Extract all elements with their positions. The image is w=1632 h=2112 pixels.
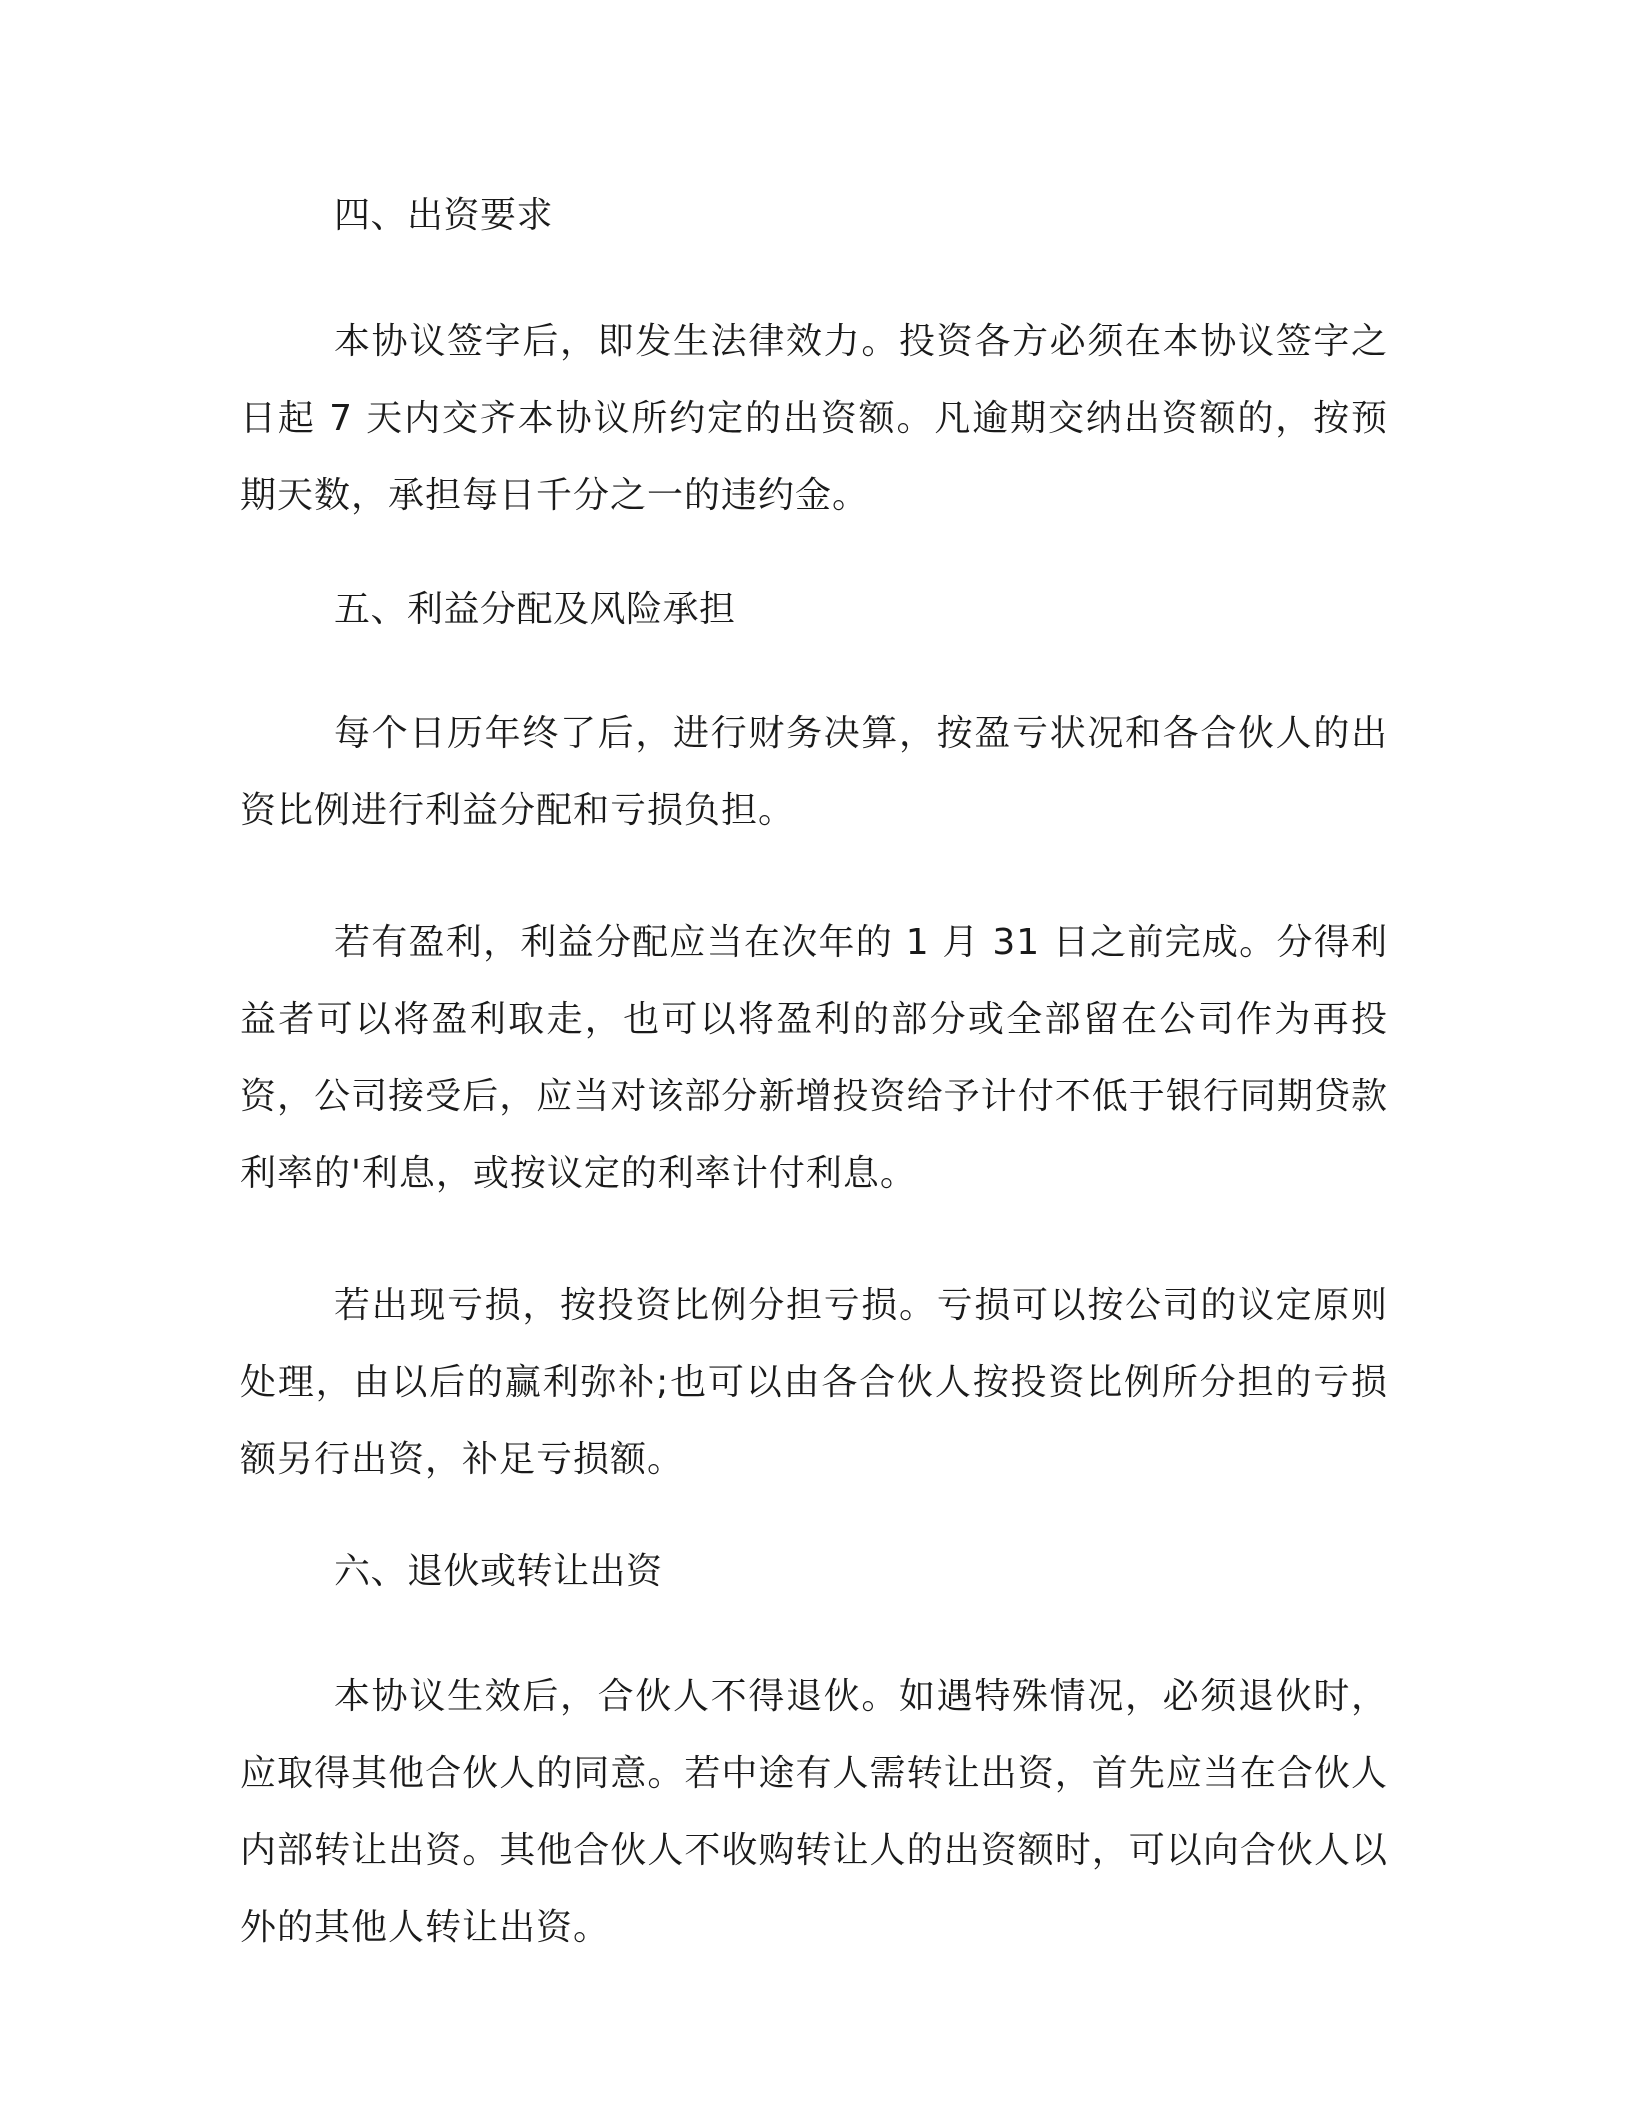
section-5-paragraph-1: 每个日历年终了后，进行财务决算，按盈亏状况和各合伙人的出资比例进行利益分配和亏损负担。 xyxy=(240,713,1388,831)
section-4-paragraph-1: 本协议签字后，即发生法律效力。投资各方必须在本协议签字之日起 7 天内交齐本协议所约定的出资额。凡逾期交纳出资额的，按预期天数，承担每日千分之一的违约金。 xyxy=(240,321,1388,516)
section-5-paragraph-2: 若有盈利，利益分配应当在次年的 1 月 31 日之前完成。分得利益者可以将盈利取走，也可以将盈利的部分或全部留在公司作为再投资，公司接受后，应当对该部分新增投资给予计付不低于银行同期贷款利率的'利息，或按议定的利率计付利息。 xyxy=(240,922,1388,1194)
section-6-heading: 六、退伙或转让出资 xyxy=(334,1551,663,1592)
document-body xyxy=(240,186,1388,1966)
section-4-heading: 四、出资要求 xyxy=(334,195,554,236)
section-6-paragraph-1: 本协议生效后，合伙人不得退伙。如遇特殊情况，必须退伙时，应取得其他合伙人的同意。若中途有人需转让出资，首先应当在合伙人内部转让出资。其他合伙人不收购转让人的出资额时，可以向合伙人以外的其他人转让出资。 xyxy=(240,1676,1388,1948)
section-5-heading: 五、利益分配及风险承担 xyxy=(334,589,736,630)
section-5-paragraph-3: 若出现亏损，按投资比例分担亏损。亏损可以按公司的议定原则处理，由以后的赢利弥补;也可以由各合伙人按投资比例所分担的亏损额另行出资，补足亏损额。 xyxy=(240,1285,1388,1480)
